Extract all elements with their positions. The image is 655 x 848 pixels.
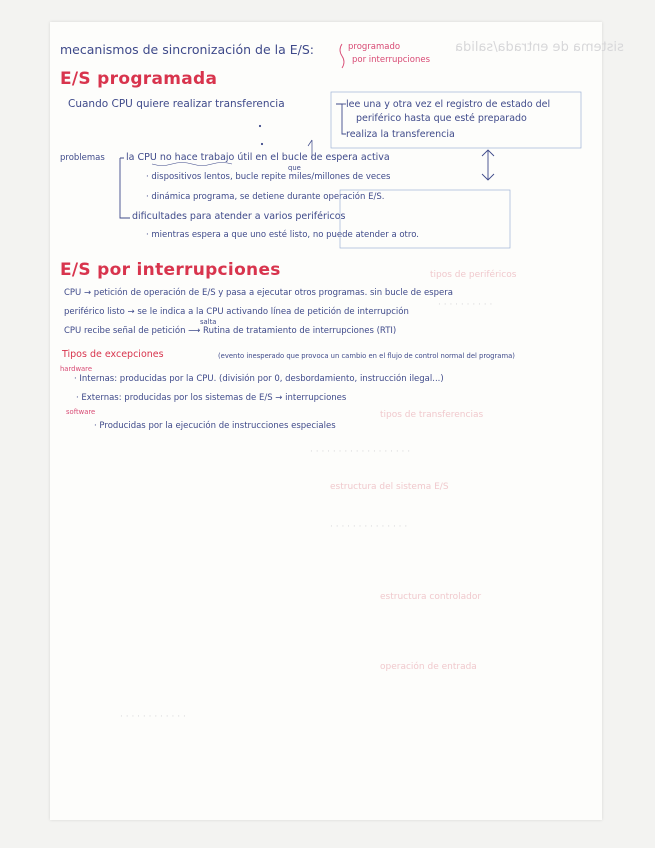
show-through-text: · · · · · · · · · · · · · · · · · · (310, 447, 411, 457)
problem-1-note: que (288, 164, 301, 172)
show-through-text: · · · · · · · · · · · · (120, 712, 186, 722)
problem-1: la CPU no hace trabajo útil en el bucle de espera activa (126, 152, 390, 163)
show-through-text: tipos de periféricos (430, 270, 517, 280)
problems-bracket (120, 158, 130, 218)
branch-transfer: realiza la transferencia (346, 129, 455, 140)
interrupt-line-1: CPU → petición de operación de E/S y pasa a ejecutar otros programas. sin bucle de espera (64, 288, 453, 298)
show-through-text: operación de entrada (380, 662, 477, 672)
software-label: software (66, 408, 96, 416)
title-option-interrupciones: por interrupciones (352, 55, 431, 65)
section-heading-programada: E/S programada (60, 69, 218, 89)
double-arrow (482, 150, 494, 180)
problem-2-sub: · mientras espera a que uno esté listo, no puede atender a otro. (146, 230, 419, 240)
handdrawn-strokes (50, 22, 602, 820)
exceptions-definition: (evento inesperado que provoca un cambio en el flujo de control normal del programa) (218, 352, 515, 360)
hardware-label: hardware (60, 365, 93, 373)
show-through-text: · · · · · · · · · · · · · · (330, 522, 408, 532)
title-line: mecanismos de sincronización de la E/S: (60, 42, 314, 57)
exception-externas: · Externas: producidas por los sistemas de E/S → interrupciones (76, 393, 347, 403)
title-option-programado: programado (348, 42, 401, 52)
section-heading-interrupciones: E/S por interrupciones (60, 260, 281, 280)
show-through-text: estructura controlador (380, 592, 482, 602)
interrupt-line-3: CPU recibe señal de petición ⟶ Rutina de tratamiento de interrupciones (RTI) (64, 326, 397, 336)
intro-line: Cuando CPU quiere realizar transferencia (68, 98, 285, 110)
branch-bracket (336, 104, 346, 134)
branch-read-status-1: lee una y otra vez el registro de estado del (346, 99, 551, 110)
show-through-text: estructura del sistema E/S (330, 482, 449, 492)
problem-1-sub-1: · dispositivos lentos, bucle repite miles/millones de veces (146, 172, 391, 182)
show-through-text: sistema de entrada/salida (455, 40, 624, 55)
show-through-text: tipos de transferencias (380, 410, 484, 420)
show-through-text: · · · · · · · · · · (438, 300, 493, 310)
interrupt-line-2: periférico listo → se le indica a la CPU activando línea de petición de interrupción (64, 307, 409, 317)
problem-2: dificultades para atender a varios periféricos (132, 211, 346, 222)
title-brace (340, 44, 344, 68)
exception-software: · Producidas por la ejecución de instrucciones especiales (94, 421, 336, 431)
problem-1-sub-2: · dinámica programa, se detiene durante operación E/S. (146, 192, 385, 202)
notebook-page (50, 22, 624, 820)
interrupt-line-3-note: salta (200, 318, 217, 326)
branch-read-status-2: periférico hasta que esté preparado (356, 113, 527, 124)
branch-frame (331, 92, 581, 148)
exception-internas: · Internas: producidas por la CPU. (división por 0, desbordamiento, instrucción ilegal...) (74, 374, 444, 384)
problem-frame (340, 190, 510, 248)
problems-label: problemas (60, 153, 105, 163)
exceptions-label: Tipos de excepciones (62, 349, 164, 360)
